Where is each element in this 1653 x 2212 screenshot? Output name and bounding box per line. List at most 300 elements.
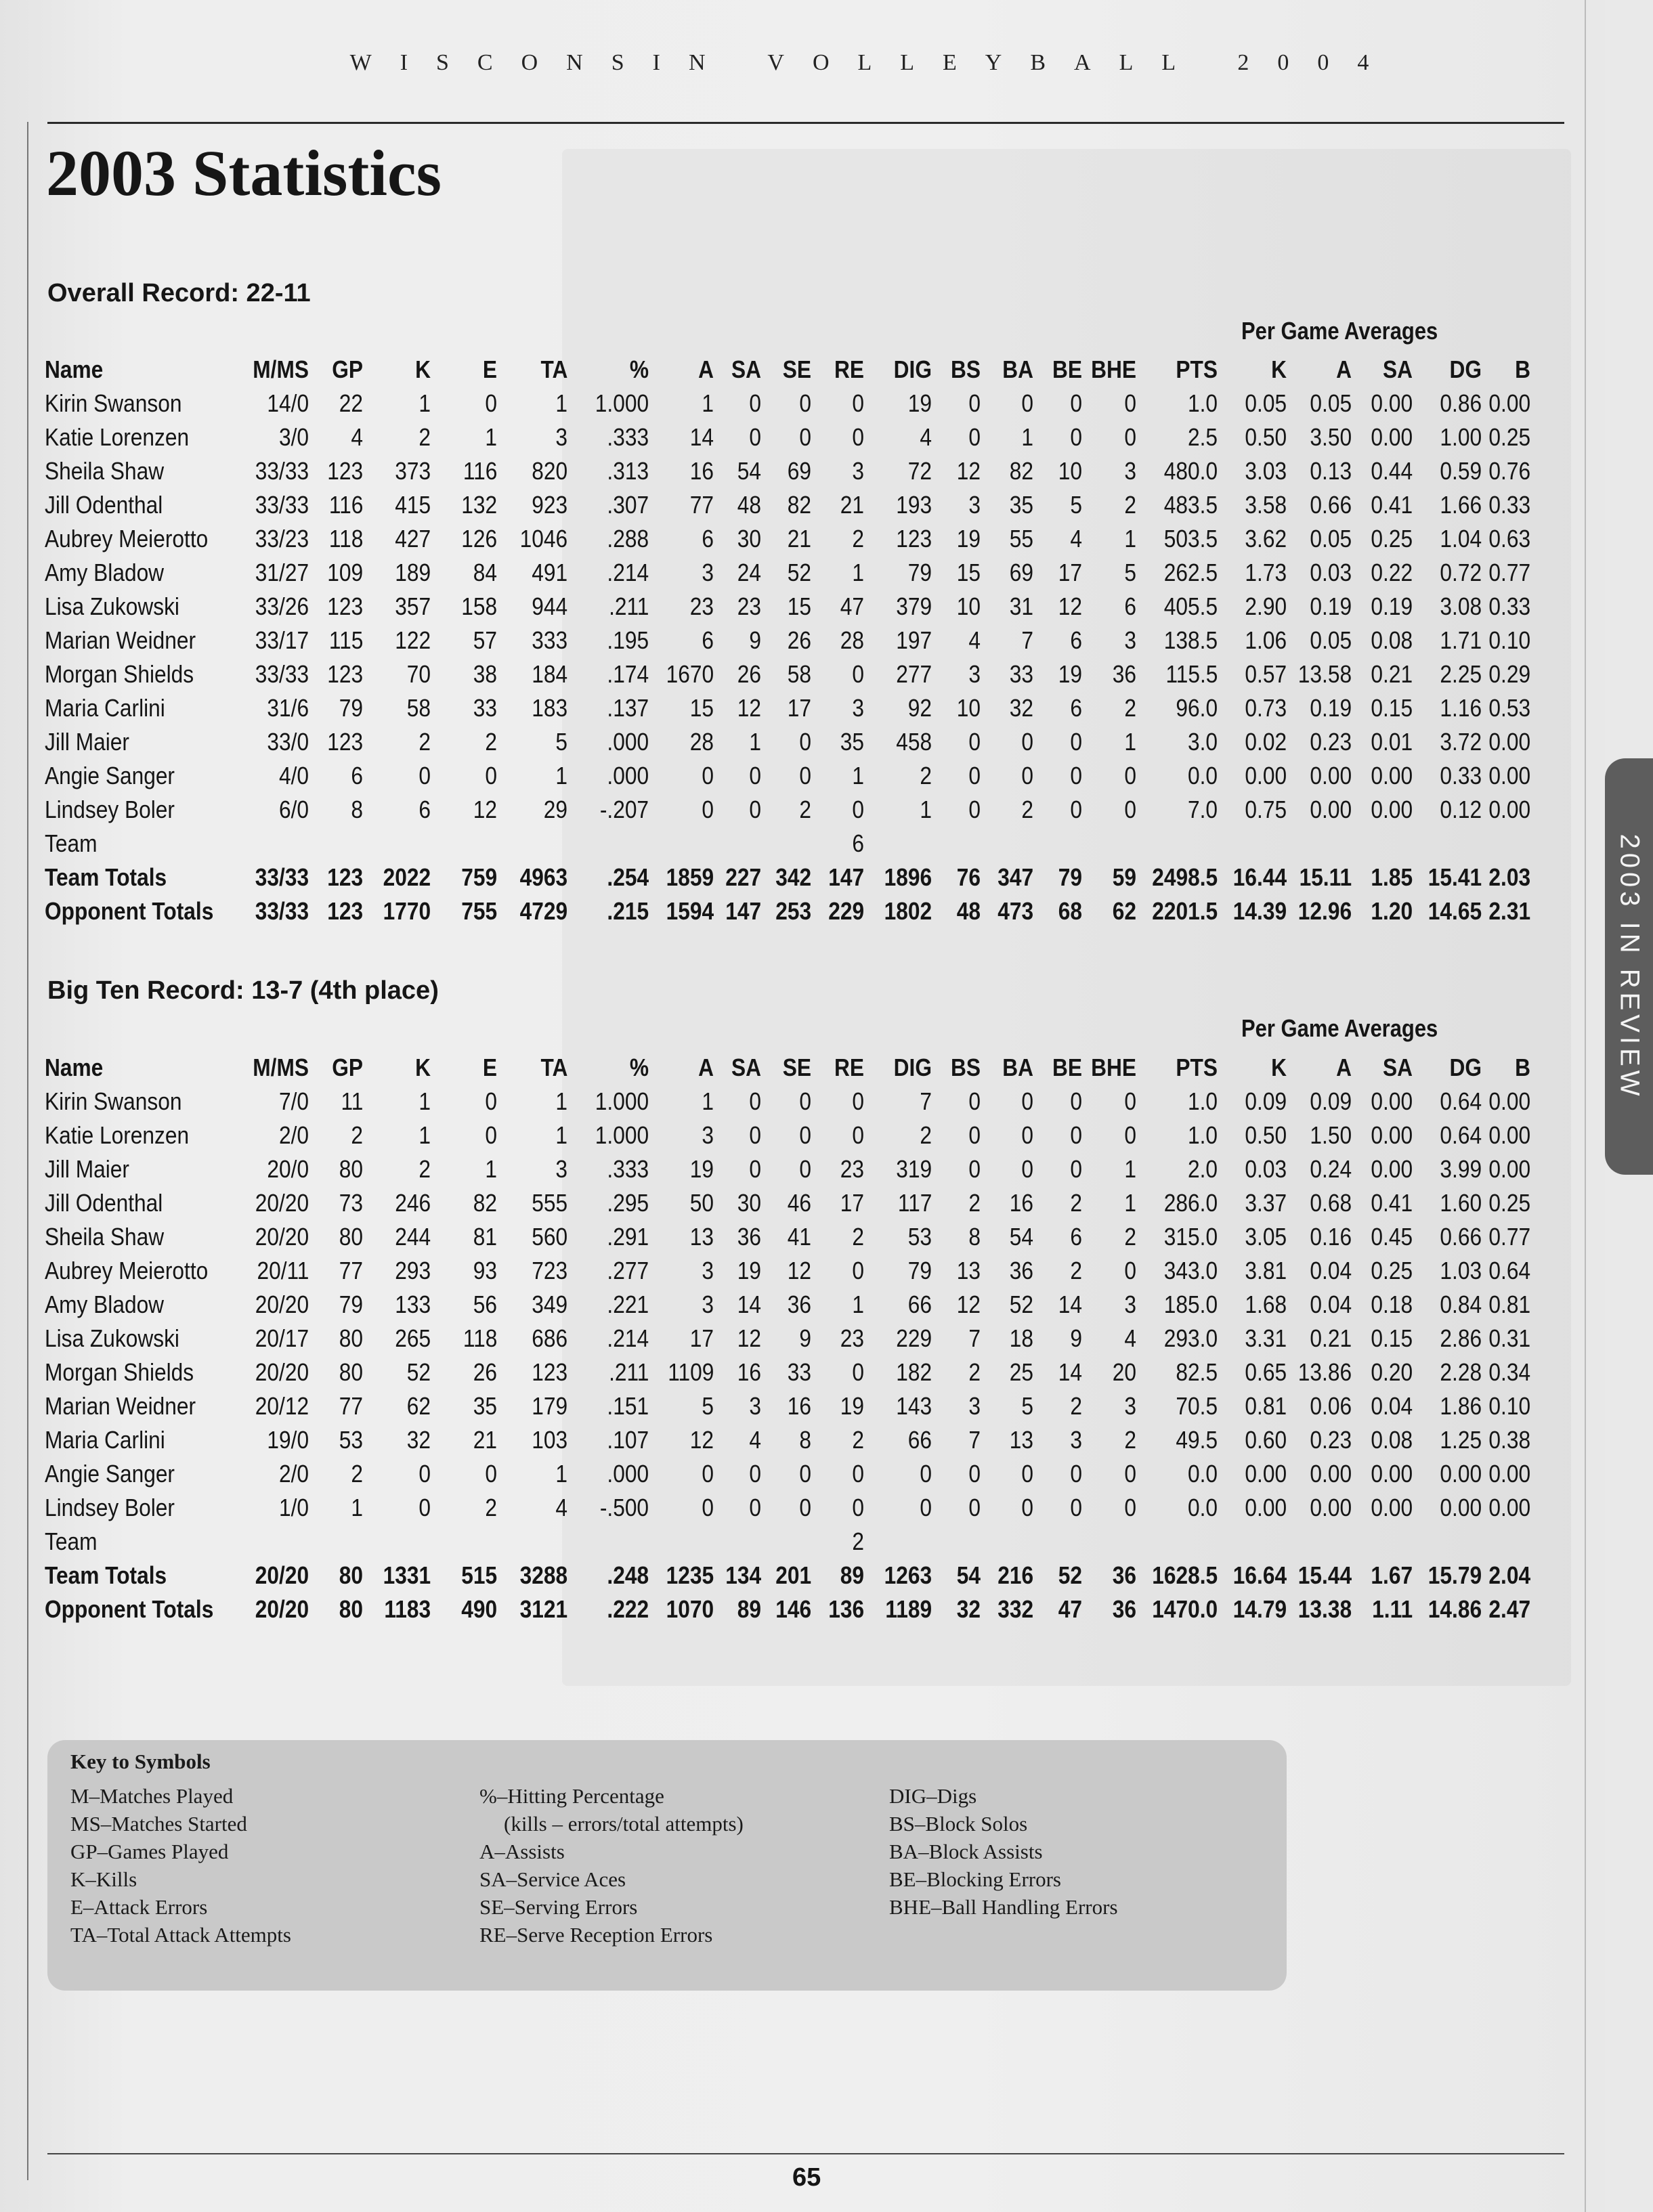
stat-cell: 3.31 xyxy=(1245,1324,1287,1352)
column-header: GP xyxy=(332,355,363,383)
stat-cell: 0 xyxy=(1070,1155,1082,1183)
stat-cell: 19 xyxy=(737,1257,761,1284)
stat-cell: 246 xyxy=(395,1189,431,1217)
column-header: SE xyxy=(782,355,811,383)
stat-cell: 0.00 xyxy=(1371,1460,1413,1488)
stat-cell: 1628.5 xyxy=(1152,1561,1218,1589)
stat-cell: 1 xyxy=(555,1121,567,1149)
stat-cell: 0.00 xyxy=(1371,389,1413,417)
stat-cell: 0.15 xyxy=(1371,694,1413,722)
stat-cell: 1.60 xyxy=(1440,1189,1482,1217)
stat-cell: .000 xyxy=(607,728,649,756)
stat-cell: 357 xyxy=(395,592,431,620)
stat-cell: 12 xyxy=(737,694,761,722)
stat-cell: 1 xyxy=(555,1087,567,1115)
stat-cell: 0.66 xyxy=(1440,1223,1482,1251)
player-name: Sheila Shaw xyxy=(45,457,165,485)
stat-cell: 52 xyxy=(406,1358,431,1386)
stat-cell: 0.44 xyxy=(1371,457,1413,485)
column-header: Name xyxy=(45,1054,104,1081)
stat-cell: 2.0 xyxy=(1187,1155,1218,1183)
stat-cell: 122 xyxy=(395,626,431,654)
column-header: BE xyxy=(1052,1054,1082,1081)
stat-cell: 6 xyxy=(852,829,864,857)
stat-cell: 2.90 xyxy=(1245,592,1287,620)
stat-cell: 0.64 xyxy=(1440,1121,1482,1149)
stat-cell: 58 xyxy=(787,660,811,688)
stat-cell: 0 xyxy=(485,762,497,789)
stat-cell: 14 xyxy=(1058,1291,1082,1318)
stat-cell: 1 xyxy=(351,1494,363,1521)
stat-cell: 16 xyxy=(737,1358,761,1386)
stat-cell: 0.31 xyxy=(1488,1324,1530,1352)
stat-cell xyxy=(1287,827,1352,861)
stat-cell: 1 xyxy=(1124,525,1136,552)
stat-cell: 36 xyxy=(1009,1257,1033,1284)
stat-cell: 0 xyxy=(799,1087,811,1115)
stat-cell: 19 xyxy=(840,1392,864,1420)
table-row xyxy=(45,793,1530,827)
stat-cell: 201 xyxy=(775,1561,811,1589)
stat-cell: 72 xyxy=(907,457,932,485)
stat-cell: 2 xyxy=(1124,491,1136,519)
stat-cell: 6 xyxy=(702,626,714,654)
stat-cell: 68 xyxy=(1058,897,1082,925)
stat-cell: 4729 xyxy=(519,897,567,925)
overall-record-heading: Overall Record: 22-11 xyxy=(47,279,311,307)
stat-cell: 0.84 xyxy=(1440,1291,1482,1318)
stat-cell: 7 xyxy=(1021,626,1033,654)
table-row xyxy=(45,454,1530,488)
column-header: A xyxy=(698,1054,714,1081)
stat-cell: 0.33 xyxy=(1440,762,1482,789)
stat-cell: 12 xyxy=(956,1291,981,1318)
stat-cell: 49.5 xyxy=(1176,1426,1218,1454)
stat-cell: 458 xyxy=(896,728,932,756)
stat-cell: 185.0 xyxy=(1163,1291,1218,1318)
table-row xyxy=(45,1423,1530,1457)
column-header: % xyxy=(629,1054,649,1081)
stat-cell: 15.11 xyxy=(1299,863,1352,891)
stat-cell: 0.33 xyxy=(1488,592,1530,620)
player-name: Lisa Zukowski xyxy=(45,1324,179,1352)
stat-cell: 0.00 xyxy=(1488,1155,1530,1183)
stat-cell: 0 xyxy=(920,1494,932,1521)
key-entry: TA–Total Attack Attempts xyxy=(70,1923,291,1947)
table-row xyxy=(45,759,1530,793)
player-name: Maria Carlini xyxy=(45,694,165,722)
stat-cell: 2 xyxy=(1124,1426,1136,1454)
stat-cell: 0.24 xyxy=(1310,1155,1352,1183)
stat-cell: 36 xyxy=(1112,1561,1136,1589)
stat-cell: 15.79 xyxy=(1427,1561,1482,1589)
stat-cell: -.500 xyxy=(599,1494,649,1521)
stat-cell: 0 xyxy=(968,762,981,789)
stat-cell: 1.71 xyxy=(1440,626,1482,654)
stat-cell: 3 xyxy=(702,1257,714,1284)
table-row xyxy=(45,1254,1530,1288)
stat-cell: 0 xyxy=(749,423,761,451)
stat-cell: 36 xyxy=(737,1223,761,1251)
table-row xyxy=(45,1457,1530,1491)
stat-cell: 0.20 xyxy=(1371,1358,1413,1386)
stat-cell: 0 xyxy=(485,1121,497,1149)
stat-cell: .222 xyxy=(607,1595,649,1623)
stat-cell: 1.04 xyxy=(1440,525,1482,552)
key-to-symbols xyxy=(47,1740,1287,1991)
stat-cell: 19 xyxy=(689,1155,714,1183)
key-column-2 xyxy=(479,1782,744,1949)
stat-cell: .000 xyxy=(607,1460,649,1488)
stat-cell: 1 xyxy=(1124,1155,1136,1183)
stat-cell: 3.50 xyxy=(1310,423,1352,451)
stat-cell: 80 xyxy=(339,1223,363,1251)
stat-cell: 57 xyxy=(473,626,497,654)
column-header: RE xyxy=(834,355,864,383)
stat-cell: 0.19 xyxy=(1310,694,1352,722)
stat-cell: 6 xyxy=(1070,1223,1082,1251)
stat-cell xyxy=(1413,1525,1482,1559)
stat-cell: 0.23 xyxy=(1310,1426,1352,1454)
stat-cell: 126 xyxy=(461,525,497,552)
stat-cell: 17 xyxy=(840,1189,864,1217)
column-header: DIG xyxy=(893,355,932,383)
stat-cell: 0.64 xyxy=(1440,1087,1482,1115)
stat-cell: 0 xyxy=(852,660,864,688)
stat-cell: 319 xyxy=(896,1155,932,1183)
stat-cell: 0 xyxy=(749,796,761,823)
stat-cell: 2.31 xyxy=(1488,897,1530,925)
stat-cell: .333 xyxy=(607,423,649,451)
stat-cell: 80 xyxy=(339,1561,363,1589)
stat-cell: 0 xyxy=(1124,1121,1136,1149)
stat-cell: 80 xyxy=(339,1155,363,1183)
stat-cell: 4 xyxy=(968,626,981,654)
stat-cell: 0 xyxy=(968,423,981,451)
stat-cell xyxy=(932,827,981,861)
stat-cell: 820 xyxy=(532,457,567,485)
stat-cell: 0 xyxy=(1124,1257,1136,1284)
stat-cell: 0 xyxy=(749,1121,761,1149)
section-tab xyxy=(1605,758,1653,1175)
stat-cell: 2 xyxy=(1070,1392,1082,1420)
stat-cell: 2.28 xyxy=(1440,1358,1482,1386)
stat-cell: 0.01 xyxy=(1371,728,1413,756)
stat-cell xyxy=(309,1525,363,1559)
stat-cell: 0.00 xyxy=(1440,1460,1482,1488)
column-header: K xyxy=(415,1054,431,1081)
stat-cell: 0 xyxy=(1124,1087,1136,1115)
stat-cell: 0 xyxy=(1070,1460,1082,1488)
stat-cell: 0 xyxy=(1021,1460,1033,1488)
stat-cell: 15.44 xyxy=(1297,1561,1352,1589)
stat-cell: 1802 xyxy=(884,897,932,925)
stat-cell: 197 xyxy=(896,626,932,654)
stat-cell: 1 xyxy=(1021,423,1033,451)
stat-cell xyxy=(864,1525,932,1559)
stat-cell: .288 xyxy=(607,525,649,552)
stat-cell: 2498.5 xyxy=(1152,863,1218,891)
stat-cell: 81 xyxy=(473,1223,497,1251)
column-header: M/MS xyxy=(253,355,309,383)
stat-cell: 0 xyxy=(418,1460,431,1488)
stat-cell: 19/0 xyxy=(267,1426,309,1454)
stat-cell: 473 xyxy=(997,897,1033,925)
stat-cell: .211 xyxy=(608,592,649,620)
stat-cell: 2.25 xyxy=(1440,660,1482,688)
stat-cell: 0.00 xyxy=(1488,389,1530,417)
stat-cell xyxy=(1287,1525,1352,1559)
stat-cell: 0.60 xyxy=(1245,1426,1287,1454)
stat-cell: 20/20 xyxy=(255,1291,309,1318)
stat-cell: 24 xyxy=(737,559,761,586)
stat-cell: 14 xyxy=(737,1291,761,1318)
stat-cell: 1670 xyxy=(666,660,714,688)
column-header: SA xyxy=(731,355,761,383)
stat-cell: 3.99 xyxy=(1440,1155,1482,1183)
stat-cell: 0 xyxy=(485,1460,497,1488)
stat-cell: 2 xyxy=(920,762,932,789)
stat-cell: 84 xyxy=(473,559,497,586)
stat-cell: 0.25 xyxy=(1371,1257,1413,1284)
stat-cell: 0.00 xyxy=(1310,1494,1352,1521)
column-header: E xyxy=(482,1054,497,1081)
stat-cell: 33 xyxy=(1009,660,1033,688)
stat-cell: 0.15 xyxy=(1371,1324,1413,1352)
stat-cell: 76 xyxy=(956,863,981,891)
stat-cell: .211 xyxy=(608,1358,649,1386)
stat-cell: 0.25 xyxy=(1488,423,1530,451)
stat-cell: 0 xyxy=(702,796,714,823)
stat-cell: 0 xyxy=(799,1121,811,1149)
player-name: Team Totals xyxy=(45,863,167,891)
stat-cell: 0.05 xyxy=(1245,389,1287,417)
stat-cell: 0 xyxy=(1124,796,1136,823)
stat-cell: 0.50 xyxy=(1245,423,1287,451)
stat-cell: 8 xyxy=(799,1426,811,1454)
stat-cell: 53 xyxy=(339,1426,363,1454)
stat-cell: 1.0 xyxy=(1187,1121,1218,1149)
stat-cell: 54 xyxy=(737,457,761,485)
stat-cell: 183 xyxy=(532,694,567,722)
stat-cell: 1 xyxy=(418,1087,431,1115)
stat-cell: 179 xyxy=(532,1392,567,1420)
stat-cell: .307 xyxy=(607,491,649,519)
stat-cell: 15 xyxy=(956,559,981,586)
column-header: % xyxy=(629,355,649,383)
stat-cell: 723 xyxy=(532,1257,567,1284)
stat-cell xyxy=(981,827,1033,861)
stat-cell: 2.04 xyxy=(1488,1561,1530,1589)
stat-cell: 3 xyxy=(968,491,981,519)
table-row xyxy=(45,1186,1530,1220)
stat-cell: 20/17 xyxy=(255,1324,309,1352)
header-row xyxy=(45,1051,1530,1085)
stat-cell: 82 xyxy=(787,491,811,519)
stat-cell: 0.19 xyxy=(1371,592,1413,620)
stat-cell: 0.75 xyxy=(1245,796,1287,823)
stat-cell: 332 xyxy=(997,1595,1033,1623)
stat-cell: 0 xyxy=(702,762,714,789)
stat-cell: 14/0 xyxy=(267,389,309,417)
stat-cell: 21 xyxy=(840,491,864,519)
stat-cell: 2 xyxy=(351,1460,363,1488)
stat-cell: .137 xyxy=(607,694,649,722)
stat-cell: 93 xyxy=(473,1257,497,1284)
stat-cell: 2 xyxy=(1070,1257,1082,1284)
key-column-1 xyxy=(70,1782,291,1949)
stat-cell: 13 xyxy=(1009,1426,1033,1454)
stat-cell: 3/0 xyxy=(278,423,309,451)
stat-cell: 0.77 xyxy=(1488,1223,1530,1251)
stat-cell: 6 xyxy=(418,796,431,823)
stat-cell: 490 xyxy=(461,1595,497,1623)
column-header: B xyxy=(1515,1054,1530,1081)
stat-cell: 2022 xyxy=(383,863,431,891)
table-row xyxy=(45,1220,1530,1254)
stat-cell: 12 xyxy=(737,1324,761,1352)
stat-cell: 12 xyxy=(689,1426,714,1454)
player-name: Lindsey Boler xyxy=(45,796,175,823)
stat-cell: 253 xyxy=(775,897,811,925)
stat-cell: 0.03 xyxy=(1245,1155,1287,1183)
table-row xyxy=(45,387,1530,420)
player-name: Katie Lorenzen xyxy=(45,1121,190,1149)
stat-cell: 0 xyxy=(968,1087,981,1115)
stat-cell: 2 xyxy=(852,525,864,552)
stat-cell: 0 xyxy=(799,423,811,451)
stat-cell xyxy=(309,827,363,861)
stat-cell: 0.66 xyxy=(1310,491,1352,519)
stat-cell: 46 xyxy=(787,1189,811,1217)
stat-cell xyxy=(1136,827,1218,861)
key-entry: DIG–Digs xyxy=(889,1784,977,1808)
stat-cell: 33 xyxy=(473,694,497,722)
column-header: SA xyxy=(1382,355,1413,383)
stat-cell: 19 xyxy=(1058,660,1082,688)
stat-cell: 1/0 xyxy=(278,1494,309,1521)
stat-cell: 0.18 xyxy=(1371,1291,1413,1318)
stat-cell: 1 xyxy=(702,389,714,417)
stat-cell: 13.58 xyxy=(1297,660,1352,688)
stat-cell: 483.5 xyxy=(1163,491,1218,519)
stat-cell: 0 xyxy=(968,389,981,417)
stat-cell: 1189 xyxy=(885,1595,932,1623)
stat-cell: 58 xyxy=(406,694,431,722)
key-entry: RE–Serve Reception Errors xyxy=(479,1923,713,1947)
stat-cell: 1.66 xyxy=(1440,491,1482,519)
stat-cell: 333 xyxy=(532,626,567,654)
stat-cell: 77 xyxy=(339,1257,363,1284)
stat-cell: 6 xyxy=(1124,592,1136,620)
stat-cell: 0 xyxy=(852,1494,864,1521)
stat-cell: 33/33 xyxy=(255,863,309,891)
stat-cell: 20/0 xyxy=(267,1155,309,1183)
stat-cell: 1 xyxy=(555,762,567,789)
stat-cell: 82 xyxy=(1009,457,1033,485)
table-row xyxy=(45,1085,1530,1119)
stat-cell: 0 xyxy=(852,1121,864,1149)
stat-cell xyxy=(761,827,811,861)
column-header: SA xyxy=(731,1054,761,1081)
stat-cell: 69 xyxy=(787,457,811,485)
stat-cell: 134 xyxy=(725,1561,761,1589)
stat-cell: 1235 xyxy=(666,1561,714,1589)
stat-cell: 123 xyxy=(327,457,363,485)
overall-stats-table xyxy=(45,353,1530,928)
stat-cell xyxy=(1033,827,1082,861)
stat-cell: 286.0 xyxy=(1163,1189,1218,1217)
stat-cell: 15.41 xyxy=(1427,863,1482,891)
stat-cell: 184 xyxy=(532,660,567,688)
stat-cell: 2 xyxy=(418,423,431,451)
stat-cell: 13.86 xyxy=(1297,1358,1352,1386)
stat-cell: 0.03 xyxy=(1310,559,1352,586)
table-row xyxy=(45,861,1530,894)
stat-cell: .221 xyxy=(607,1291,649,1318)
stat-cell: 0.0 xyxy=(1187,762,1218,789)
stat-cell: 79 xyxy=(1058,863,1082,891)
stat-cell: 1.16 xyxy=(1440,694,1482,722)
player-name: Jill Odenthal xyxy=(45,1189,163,1217)
table-row xyxy=(45,827,1530,861)
stat-cell: 35 xyxy=(1009,491,1033,519)
column-header: BS xyxy=(950,355,981,383)
stat-cell: 0.65 xyxy=(1245,1358,1287,1386)
column-header: TA xyxy=(540,1054,567,1081)
stat-cell: 123 xyxy=(327,592,363,620)
stat-cell: 0 xyxy=(852,389,864,417)
stat-cell: 229 xyxy=(896,1324,932,1352)
stat-cell: 0.59 xyxy=(1440,457,1482,485)
player-name: Jill Maier xyxy=(45,728,129,756)
stat-cell: 0.00 xyxy=(1371,1155,1413,1183)
stat-cell: 1.0 xyxy=(1187,1087,1218,1115)
stat-cell: 143 xyxy=(896,1392,932,1420)
stat-cell: 26 xyxy=(787,626,811,654)
stat-cell: 379 xyxy=(896,592,932,620)
stat-cell: 123 xyxy=(327,897,363,925)
stat-cell: 1 xyxy=(485,1155,497,1183)
stat-cell: 2 xyxy=(485,1494,497,1521)
stat-cell: 0 xyxy=(1124,423,1136,451)
stat-cell: 0 xyxy=(749,1155,761,1183)
stat-cell: 0 xyxy=(1070,389,1082,417)
stat-cell: 0.00 xyxy=(1310,1460,1352,1488)
stat-cell: 0 xyxy=(799,762,811,789)
stat-cell: 1.000 xyxy=(595,1087,649,1115)
stat-cell: 0.00 xyxy=(1488,728,1530,756)
stat-cell: 115.5 xyxy=(1165,660,1218,688)
stat-cell: 0 xyxy=(1021,728,1033,756)
stat-cell: 0.68 xyxy=(1310,1189,1352,1217)
stat-cell: 0.25 xyxy=(1371,525,1413,552)
stat-cell: 0 xyxy=(799,389,811,417)
stat-cell: 3121 xyxy=(519,1595,567,1623)
stat-cell xyxy=(761,1525,811,1559)
column-header: BE xyxy=(1052,355,1082,383)
stat-cell: 16 xyxy=(689,457,714,485)
stat-cell: 0.00 xyxy=(1371,423,1413,451)
stat-cell: 1.67 xyxy=(1371,1561,1413,1589)
stat-cell: 20/12 xyxy=(255,1392,309,1420)
stat-cell xyxy=(363,827,431,861)
stat-cell: 0 xyxy=(1070,796,1082,823)
stat-cell: 3 xyxy=(1070,1426,1082,1454)
bigten-record-heading: Big Ten Record: 13-7 (4th place) xyxy=(47,976,439,1005)
stat-cell: 0 xyxy=(1021,1121,1033,1149)
stat-cell: 20/20 xyxy=(255,1595,309,1623)
